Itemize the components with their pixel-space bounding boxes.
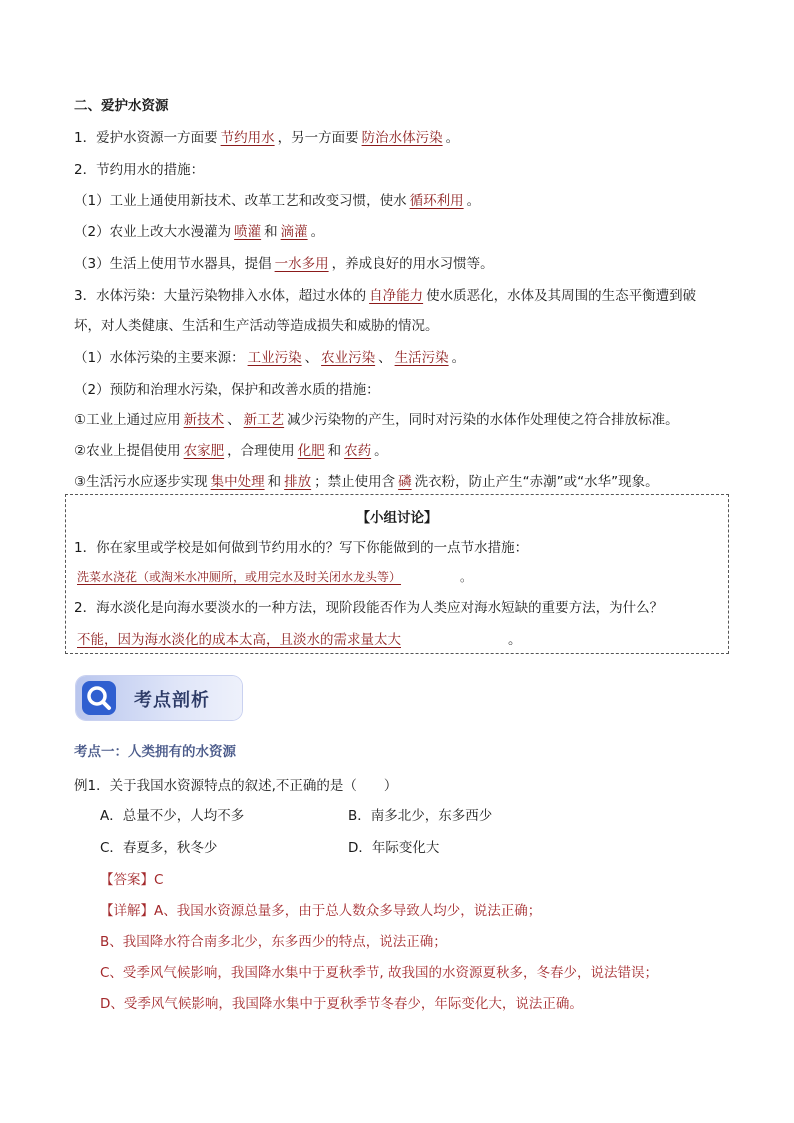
measure-3-line <box>74 472 659 492</box>
q2-1-line <box>74 191 480 211</box>
m2-mid: ，合理使用 <box>227 443 295 459</box>
q2-2-post: 。 <box>310 224 325 240</box>
detail-a: A、我国水资源总量多，由于总人数众多导致人均少，说法正确； <box>154 903 542 919</box>
search-icon <box>82 681 116 715</box>
q3-post: 使水质恶化，水体及其周围的生态平衡遭到破 <box>426 288 697 304</box>
m2-text: ②农业上提倡使用 <box>74 443 181 459</box>
q2-2-text: （2）农业上改大水漫灌为 <box>74 224 232 240</box>
q2-2-line <box>74 222 324 242</box>
discussion-q2: 2．海水淡化是向海水要淡水的一种方法，现阶段能否作为人类应对海水短缺的重要方法，为什么？ <box>74 600 664 616</box>
m2-post: 。 <box>374 443 388 459</box>
q2-2-blank-2: 滴灌 <box>280 224 308 240</box>
detail-label: 【详解】 <box>100 903 154 919</box>
m2-blank-2: 化肥 <box>297 443 325 459</box>
detail-line-b: B、我国降水符合南多北少，东多西少的特点，说法正确； <box>100 934 447 950</box>
m3-post: 洗衣粉，防止产生“赤潮”或“水华”现象。 <box>414 474 659 490</box>
q3-line-2: 坏，对人类健康、生活和生产活动等造成损失和威胁的情况。 <box>74 318 439 334</box>
answer-line <box>100 870 163 890</box>
q3-1-blank-2: 农业污染 <box>321 350 376 366</box>
example-1-stem: 例1．关于我国水资源特点的叙述,不正确的是（ ） <box>74 778 398 794</box>
m2-mid-2: 和 <box>327 443 342 459</box>
q2-3-text: （3）生活上使用节水器具，提倡 <box>74 256 272 272</box>
discussion-q1: 1．你在家里或学校是如何做到节约用水的？写下你能做到的一点节水措施： <box>74 540 529 556</box>
keypoint-1-title: 考点一：人类拥有的水资源 <box>74 744 236 760</box>
q3-text: 3．水体污染：大量污染物排入水体，超过水体的 <box>74 288 367 304</box>
discussion-title: 【小组讨论】 <box>356 510 438 526</box>
q2-1-post: 。 <box>466 193 481 209</box>
m3-blank-2: 排放 <box>284 474 312 490</box>
m3-mid: 和 <box>267 474 282 490</box>
discussion-a1-post: 。 <box>460 570 473 584</box>
detail-line-d: D、受季风气候影响，我国降水集中于夏秋季节冬春少，年际变化大，说法正确。 <box>100 996 583 1012</box>
q2-2-mid: 和 <box>264 224 278 240</box>
option-d: D．年际变化大 <box>348 840 440 856</box>
q3-1-blank-3: 生活污染 <box>394 350 449 366</box>
discussion-a2-post: 。 <box>508 632 522 648</box>
option-a: A．总量不少，人均不多 <box>100 808 245 824</box>
discussion-a2-line <box>74 630 522 650</box>
discussion-a1-line <box>74 567 472 587</box>
section-title: 二、爱护水资源 <box>74 98 169 114</box>
q1-blank-2: 防治水体污染 <box>361 130 443 146</box>
m3-blank-1: 集中处理 <box>210 474 265 490</box>
q1-text: 1．爱护水资源一方面要 <box>74 130 218 146</box>
m1-text: ①工业上通过应用 <box>74 412 181 428</box>
discussion-a1: 洗菜水浇花（或淘米水冲厕所，或用完水及时关闭水龙头等） <box>77 570 402 584</box>
q1-blank-1: 节约用水 <box>220 130 275 146</box>
m3-mid-2: ；禁止使用含 <box>314 474 396 490</box>
m3-text: ③生活污水应逐步实现 <box>74 474 208 490</box>
q3-1-text: （1）水体污染的主要来源： <box>74 350 245 366</box>
m3-blank-3: 磷 <box>398 474 412 490</box>
discussion-a2: 不能，因为海水淡化的成本太高，且淡水的需求量太大 <box>77 632 401 648</box>
q2-2-blank-1: 喷灌 <box>234 224 262 240</box>
q3-1-blank-1: 工业污染 <box>247 350 302 366</box>
answer-label: 【答案】 <box>100 872 154 888</box>
measure-2-line <box>74 441 388 461</box>
q2-3-line <box>74 254 494 274</box>
m2-blank-3: 农药 <box>344 443 372 459</box>
q3-line-1 <box>74 286 696 306</box>
q2-3-post: ，养成良好的用水习惯等。 <box>331 256 494 272</box>
m1-sep: 、 <box>227 412 241 428</box>
m1-post: 减少污染物的产生，同时对污染的水体作处理使之符合排放标准。 <box>287 412 679 428</box>
banner-label: 考点剖析 <box>134 690 210 711</box>
detail-line-c: C、受季风气候影响，我国降水集中于夏秋季节, 故我国的水资源夏秋多，冬春少，说法错误； <box>100 965 659 981</box>
q3-1-sep-1: 、 <box>304 350 319 366</box>
q1-line <box>74 128 459 148</box>
q3-1-line <box>74 348 465 368</box>
q3-blank: 自净能力 <box>369 288 424 304</box>
q2-1-text: （1）工业上通使用新技术、改革工艺和改变习惯，使水 <box>74 193 407 209</box>
section-banner <box>76 676 242 720</box>
q2-1-blank: 循环利用 <box>409 193 464 209</box>
q1-mid: ，另一方面要 <box>277 130 359 146</box>
q3-2-line: （2）预防和治理水污染，保护和改善水质的措施： <box>74 382 380 398</box>
option-b: B．南多北少，东多西少 <box>348 808 493 824</box>
q2-line: 2．节约用水的措施： <box>74 162 205 178</box>
q2-3-blank: 一水多用 <box>274 256 329 272</box>
q3-1-post: 。 <box>451 350 466 366</box>
detail-line-a <box>100 901 541 921</box>
q1-post: 。 <box>445 130 460 146</box>
q3-1-sep-2: 、 <box>378 350 392 366</box>
m1-blank-1: 新技术 <box>183 412 225 428</box>
measure-1-line <box>74 410 679 430</box>
answer-value: C <box>154 872 164 888</box>
option-c: C．春夏多，秋冬少 <box>100 840 218 856</box>
m2-blank-1: 农家肥 <box>183 443 225 459</box>
m1-blank-2: 新工艺 <box>243 412 285 428</box>
